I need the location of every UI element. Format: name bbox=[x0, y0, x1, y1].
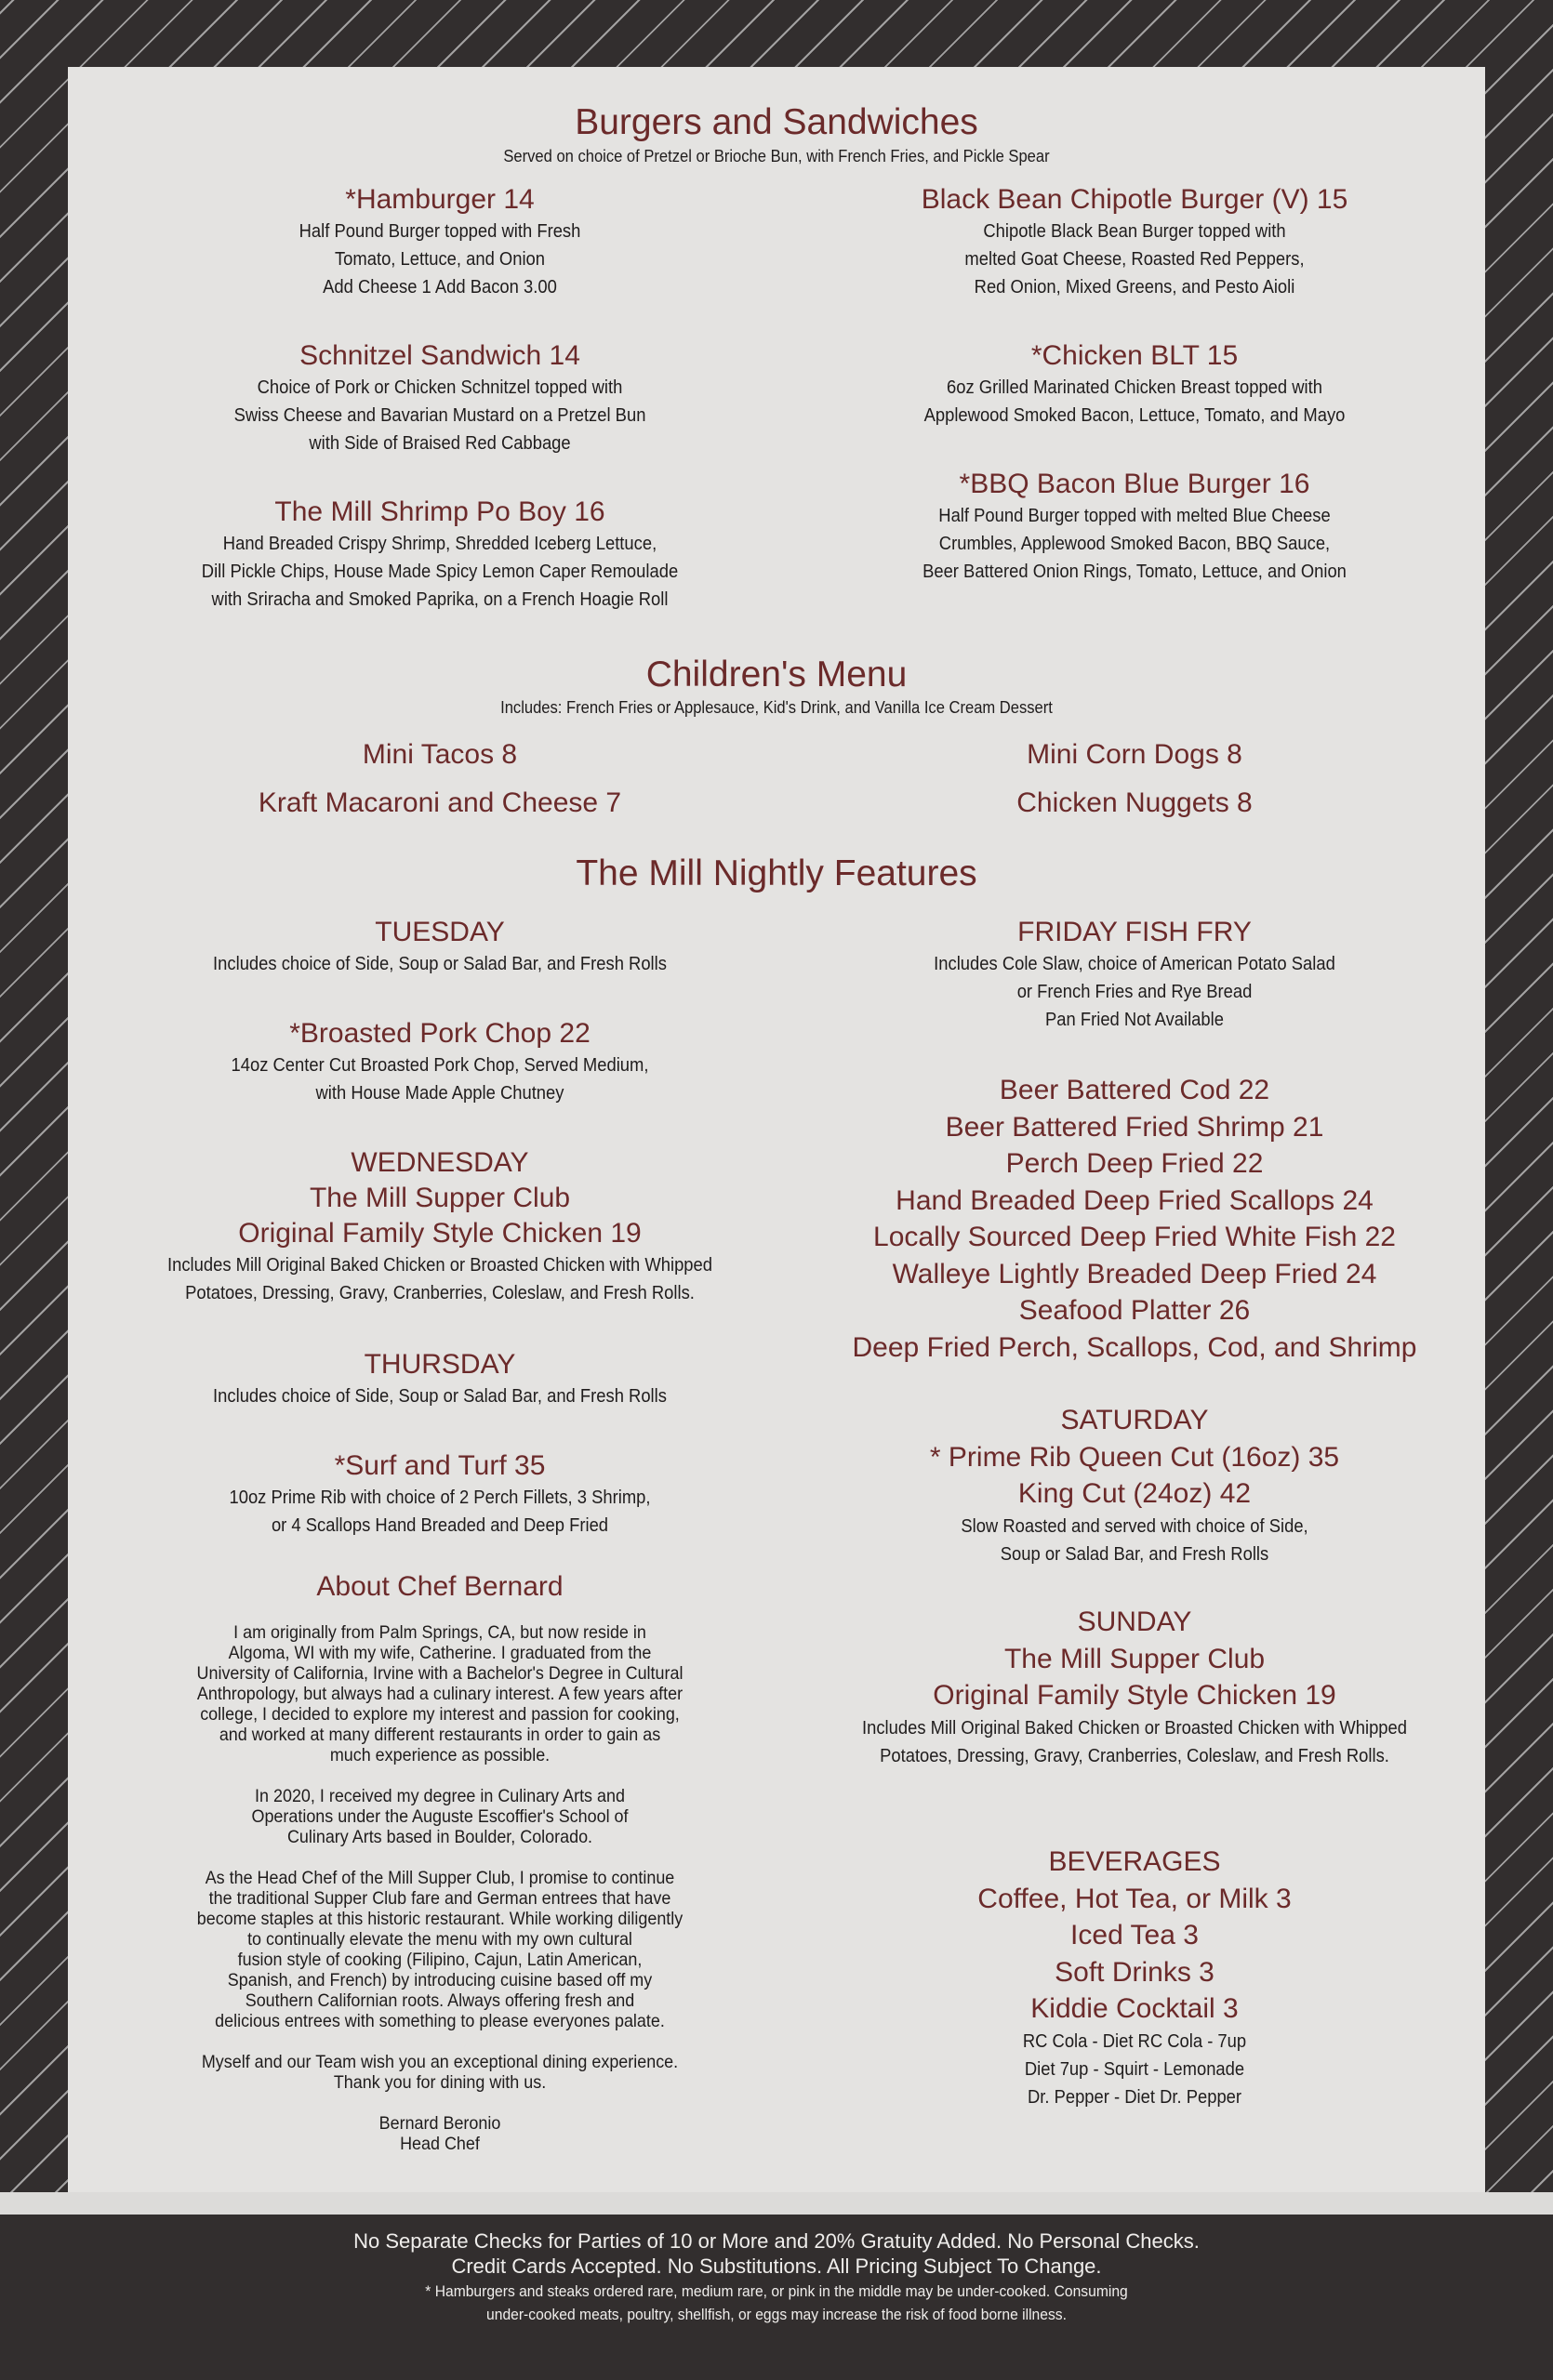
chef-title: Head Chef bbox=[400, 2134, 480, 2154]
item-desc: Includes Mill Original Baked Chicken or Broasted Chicken with Whipped bbox=[861, 1717, 1408, 1739]
beverage-item: Kiddie Cocktail 3 bbox=[1030, 1993, 1239, 2024]
day-note: Includes choice of Side, Soup or Salad Bar, and Fresh Rolls bbox=[213, 1386, 667, 1407]
about-line: delicious entrees with something to please everyones palate. bbox=[215, 2011, 665, 2031]
item-desc: with Side of Braised Red Cabbage bbox=[309, 433, 571, 454]
about-line: Algoma, WI with my wife, Catherine. I graduated from the bbox=[228, 1643, 652, 1663]
about-line: and worked at many different restaurants in order to gain as bbox=[219, 1725, 661, 1745]
beverage-item: Soft Drinks 3 bbox=[1055, 1956, 1215, 1988]
footer-policy: Credit Cards Accepted. No Substitutions. All Pricing Subject To Change. bbox=[451, 2254, 1102, 2278]
about-line: Spanish, and French) by introducing cuisine based off my bbox=[227, 1970, 653, 1990]
item-name: Original Family Style Chicken 19 bbox=[238, 1218, 642, 1249]
tuesday-block bbox=[68, 915, 812, 978]
about-line: Thank you for dining with us. bbox=[333, 2072, 547, 2093]
item-desc: Half Pound Burger topped with melted Blue Cheese bbox=[938, 506, 1331, 526]
kids-item: Mini Corn Dogs 8 bbox=[1027, 739, 1242, 770]
item-name: The Mill Supper Club bbox=[1003, 1643, 1266, 1674]
soda-list: Dr. Pepper - Diet Dr. Pepper bbox=[1027, 2086, 1242, 2108]
children-subtitle: Includes: French Fries or Applesauce, Kid's Drink, and Vanilla Ice Cream Dessert bbox=[500, 698, 1053, 717]
about-line: become staples at this historic restaurant. While working diligently bbox=[196, 1909, 684, 1929]
item-desc: Add Cheese 1 Add Bacon 3.00 bbox=[323, 277, 557, 298]
about-line: to continually elevate the menu with my own cultural bbox=[247, 1929, 632, 1950]
item-desc: Slow Roasted and served with choice of Side, bbox=[961, 1515, 1308, 1537]
about-line: Culinary Arts based in Boulder, Colorado. bbox=[286, 1827, 593, 1847]
fish-item: Walleye Lightly Breaded Deep Fried 24 bbox=[892, 1258, 1377, 1289]
nightly-title: The Mill Nightly Features bbox=[576, 853, 977, 893]
menu-item bbox=[776, 182, 1493, 301]
beverages-title: BEVERAGES bbox=[1048, 1846, 1221, 1877]
item-name: King Cut (24oz) 42 bbox=[1017, 1478, 1252, 1509]
item-desc: Dill Pickle Chips, House Made Spicy Lemon Caper Remoulade bbox=[201, 562, 679, 582]
item-desc: Tomato, Lettuce, and Onion bbox=[334, 249, 546, 270]
fish-item: Beer Battered Cod 22 bbox=[999, 1075, 1270, 1105]
fish-item: Perch Deep Fried 22 bbox=[1005, 1148, 1264, 1179]
item-name: *Surf and Turf 35 bbox=[334, 1450, 546, 1481]
fish-item: Deep Fried Perch, Scallops, Cod, and Shrimp bbox=[852, 1331, 1417, 1363]
day-heading: SATURDAY bbox=[1060, 1405, 1209, 1435]
item-desc: with Sriracha and Smoked Paprika, on a French Hoagie Roll bbox=[211, 589, 669, 610]
menu-item bbox=[776, 338, 1493, 430]
item-name: *BBQ Bacon Blue Burger 16 bbox=[959, 469, 1310, 499]
item-desc: Chipotle Black Bean Burger topped with bbox=[983, 221, 1286, 242]
day-heading: SUNDAY bbox=[1077, 1606, 1192, 1637]
item-desc: or 4 Scallops Hand Breaded and Deep Fried bbox=[271, 1515, 609, 1536]
about-title: About Chef Bernard bbox=[316, 1571, 564, 1602]
fish-item: Beer Battered Fried Shrimp 21 bbox=[945, 1111, 1324, 1143]
item-desc: Beer Battered Onion Rings, Tomato, Lettuce, and Onion bbox=[923, 562, 1347, 582]
menu-item bbox=[68, 1016, 812, 1107]
item-desc: Includes Mill Original Baked Chicken or Broasted Chicken with Whipped bbox=[166, 1255, 713, 1276]
item-desc: Half Pound Burger topped with Fresh bbox=[299, 221, 581, 242]
day-note: Includes Cole Slaw, choice of American Potato Salad bbox=[934, 954, 1335, 974]
item-desc: Hand Breaded Crispy Shrimp, Shredded Iceberg Lettuce, bbox=[222, 534, 657, 554]
saturday-block bbox=[776, 1402, 1493, 1568]
fish-item: Seafood Platter 26 bbox=[1018, 1295, 1251, 1326]
about-line: University of California, Irvine with a Bachelor's Degree in Cultural bbox=[196, 1663, 684, 1684]
day-heading: WEDNESDAY bbox=[351, 1147, 529, 1178]
sunday-block bbox=[776, 1604, 1493, 1770]
about-text bbox=[98, 1622, 782, 2154]
kids-item: Chicken Nuggets 8 bbox=[1016, 787, 1253, 818]
menu-item bbox=[68, 182, 812, 301]
menu-item bbox=[776, 467, 1493, 586]
day-note: Includes choice of Side, Soup or Salad Bar, and Fresh Rolls bbox=[213, 954, 667, 974]
about-line: college, I decided to explore my interest and passion for cooking, bbox=[200, 1704, 680, 1725]
chef-signature: Bernard Beronio bbox=[378, 2113, 501, 2134]
item-name: *Broasted Pork Chop 22 bbox=[289, 1018, 591, 1049]
item-desc: Soup or Salad Bar, and Fresh Rolls bbox=[1000, 1543, 1269, 1565]
item-desc: Potatoes, Dressing, Gravy, Cranberries, Coleslaw, and Fresh Rolls. bbox=[880, 1745, 1389, 1766]
kids-item: Mini Tacos 8 bbox=[362, 739, 518, 770]
about-line: fusion style of cooking (Filipino, Cajun, Latin American, bbox=[237, 1950, 643, 1970]
item-name: The Mill Supper Club bbox=[309, 1183, 571, 1213]
menu-item bbox=[68, 495, 812, 614]
about-line: I am originally from Palm Springs, CA, but now reside in bbox=[233, 1622, 646, 1643]
about-line: much experience as possible. bbox=[329, 1745, 551, 1765]
soda-list: RC Cola - Diet RC Cola - 7up bbox=[1022, 2030, 1247, 2052]
item-desc: Potatoes, Dressing, Gravy, Cranberries, Coleslaw, and Fresh Rolls. bbox=[185, 1283, 695, 1303]
menu-item bbox=[68, 1448, 812, 1540]
about-line: Southern Californian roots. Always offering fresh and bbox=[245, 1990, 635, 2011]
burgers-subtitle: Served on choice of Pretzel or Brioche Bun, with French Fries, and Pickle Spear bbox=[503, 147, 1050, 165]
day-heading: THURSDAY bbox=[364, 1349, 516, 1380]
item-desc: melted Goat Cheese, Roasted Red Peppers, bbox=[964, 249, 1305, 270]
item-desc: Crumbles, Applewood Smoked Bacon, BBQ Sauce, bbox=[938, 534, 1331, 554]
footer-policy: No Separate Checks for Parties of 10 or More and 20% Gratuity Added. No Personal Checks. bbox=[353, 2229, 1200, 2253]
beverage-item: Iced Tea 3 bbox=[1070, 1920, 1199, 1950]
item-desc: Applewood Smoked Bacon, Lettuce, Tomato, and Mayo bbox=[923, 405, 1346, 426]
soda-list: Diet 7up - Squirt - Lemonade bbox=[1024, 2058, 1245, 2080]
day-note: Pan Fried Not Available bbox=[1045, 1010, 1224, 1030]
friday-items bbox=[776, 1072, 1493, 1366]
footer-warning: * Hamburgers and steaks ordered rare, medium rare, or pink in the middle may be under-cooked. Consuming bbox=[425, 2282, 1128, 2300]
fish-item: Hand Breaded Deep Fried Scallops 24 bbox=[896, 1184, 1374, 1216]
thursday-block bbox=[68, 1347, 812, 1410]
day-heading: FRIDAY FISH FRY bbox=[1017, 917, 1252, 947]
menu-item bbox=[68, 338, 812, 457]
item-name: Original Family Style Chicken 19 bbox=[933, 1680, 1336, 1711]
beverages-block bbox=[776, 1844, 1493, 2111]
item-desc: 10oz Prime Rib with choice of 2 Perch Fillets, 3 Shrimp, bbox=[229, 1488, 651, 1508]
friday-block bbox=[776, 915, 1493, 1034]
fish-item: Locally Sourced Deep Fried White Fish 22 bbox=[873, 1222, 1396, 1252]
item-name: *Chicken BLT 15 bbox=[1030, 340, 1239, 371]
item-name: * Prime Rib Queen Cut (16oz) 35 bbox=[929, 1441, 1340, 1473]
kids-item: Kraft Macaroni and Cheese 7 bbox=[258, 787, 622, 818]
about-line: the traditional Supper Club fare and German entrees that have bbox=[208, 1888, 671, 1909]
item-desc: Choice of Pork or Chicken Schnitzel topped with bbox=[257, 377, 623, 398]
day-heading: TUESDAY bbox=[375, 917, 505, 947]
item-desc: 14oz Center Cut Broasted Pork Chop, Served Medium, bbox=[231, 1055, 649, 1076]
burgers-title: Burgers and Sandwiches bbox=[575, 102, 978, 142]
about-line: As the Head Chef of the Mill Supper Club, I promise to continue bbox=[205, 1868, 675, 1888]
about-line: Myself and our Team wish you an exceptional dining experience. bbox=[201, 2052, 679, 2072]
wednesday-block bbox=[68, 1145, 812, 1307]
item-desc: Red Onion, Mixed Greens, and Pesto Aioli bbox=[974, 277, 1295, 298]
item-desc: 6oz Grilled Marinated Chicken Breast topped with bbox=[947, 377, 1322, 398]
item-name: Black Bean Chipotle Burger (V) 15 bbox=[921, 184, 1348, 215]
item-name: The Mill Shrimp Po Boy 16 bbox=[274, 496, 605, 527]
day-note: or French Fries and Rye Bread bbox=[1016, 982, 1253, 1002]
item-name: *Hamburger 14 bbox=[345, 184, 535, 215]
item-name: Schnitzel Sandwich 14 bbox=[299, 340, 580, 371]
about-line: In 2020, I received my degree in Culinary Arts and bbox=[255, 1786, 625, 1806]
item-desc: Swiss Cheese and Bavarian Mustard on a Pretzel Bun bbox=[233, 405, 646, 426]
children-title: Children's Menu bbox=[645, 654, 908, 694]
beverage-item: Coffee, Hot Tea, or Milk 3 bbox=[977, 1883, 1292, 1914]
footer-warning: under-cooked meats, poultry, shellfish, or eggs may increase the risk of food borne illness. bbox=[486, 2306, 1067, 2323]
about-line: Anthropology, but always had a culinary interest. A few years after bbox=[196, 1684, 684, 1704]
item-desc: with House Made Apple Chutney bbox=[315, 1083, 564, 1104]
about-line: Operations under the Auguste Escoffier's School of bbox=[251, 1806, 629, 1827]
